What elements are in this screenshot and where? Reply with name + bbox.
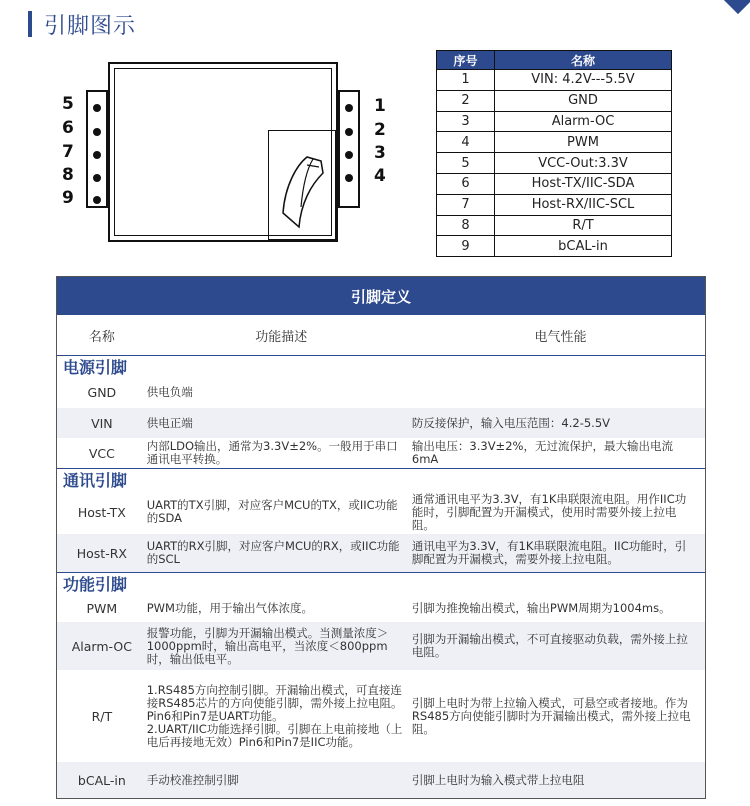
table-row: [437, 194, 672, 215]
pin-function: 内部LDO输出，通常为3.3V±2%。一般用于串口通讯电平转换。: [146, 439, 398, 466]
pin-name: Host-TX: [77, 504, 126, 520]
pin-electrical: 引脚上电时为带上拉输入模式，可悬空或者接地。作为RS485方向使能引脚时为开漏输出模式，需外接上拉电阻。: [411, 695, 691, 736]
corner-decoration: [724, 0, 750, 14]
pin-electrical: 引脚为开漏输出模式，不可直接驱动负载，需外接上拉电阻。: [411, 632, 688, 659]
pin-number-label: 2: [374, 120, 386, 140]
pin-number-label: 5: [62, 94, 74, 114]
pin-function: PWM功能，用于输出气体浓度。: [146, 600, 313, 615]
table-row: [57, 534, 705, 572]
table-row: [437, 132, 672, 153]
table-row: [57, 622, 705, 670]
pin-function: 供电正端: [146, 415, 193, 430]
pin-name-cell: GND: [495, 90, 672, 111]
pin-dot: [93, 104, 101, 112]
definition-column-headers: [57, 315, 705, 355]
sensor-window: [268, 130, 336, 240]
pin-name-cell: PWM: [495, 132, 672, 153]
section-function-pins: 功能引脚: [57, 572, 705, 594]
pin-dot: [93, 174, 101, 182]
right-pin-header: [338, 90, 360, 208]
pin-number-label: 6: [62, 118, 74, 138]
pin-num-cell: 4: [437, 132, 495, 153]
pin-name-cell: bCAL-in: [495, 236, 672, 257]
pin-name-cell: R/T: [495, 215, 672, 236]
table-row: [437, 173, 672, 194]
module-outline: [108, 62, 338, 242]
table-row: [57, 377, 705, 408]
pin-name-cell: VCC-Out:3.3V: [495, 153, 672, 174]
table-row: [57, 762, 705, 798]
table-row: [437, 90, 672, 111]
pin-dot: [345, 128, 353, 136]
page-title: 引脚图示: [44, 13, 137, 39]
table-row: [57, 408, 705, 438]
table-row: [57, 594, 705, 622]
page-heading: [28, 8, 136, 40]
pin-table-header-num: 序号: [437, 51, 495, 70]
pin-dot: [345, 104, 353, 112]
pin-electrical: 引脚上电时为输入模式带上拉电阻: [411, 772, 585, 787]
section-comm-pins: 通讯引脚: [57, 468, 705, 490]
pin-num-cell: 3: [437, 111, 495, 132]
table-row: [57, 490, 705, 534]
pin-function: UART的TX引脚，对应客户MCU的TX，或IIC功能的SDA: [146, 498, 398, 525]
pin-dot: [93, 196, 101, 204]
pin-name: PWM: [86, 600, 118, 616]
pin-definition-table: [56, 276, 706, 799]
pin-dot: [93, 151, 101, 159]
column-header-electrical: 电气性能: [534, 329, 587, 345]
pin-name: R/T: [91, 708, 113, 724]
pin-name-cell: VIN: 4.2V---5.5V: [495, 70, 672, 91]
section-power-pins: 电源引脚: [57, 355, 705, 377]
pin-name: bCAL-in: [77, 772, 126, 788]
pin-number-label: 8: [62, 165, 74, 185]
pin-electrical: 引脚为推挽输出模式，输出PWM周期为1004ms。: [411, 600, 671, 615]
pin-electrical: 通常通讯电平为3.3V，有1K串联限流电阻。用作IIC功能时，引脚配置为开漏模式，使用时需要外接上拉电阻。: [411, 491, 687, 532]
table-row: [57, 670, 705, 762]
pin-function: 手动校准控制引脚: [146, 772, 239, 787]
pin-number-label: 1: [374, 96, 386, 116]
pin-dot: [345, 151, 353, 159]
title-accent-bar: [28, 11, 32, 37]
left-pin-header: [86, 90, 108, 208]
pin-name-cell: Host-RX/IIC-SCL: [495, 194, 672, 215]
pin-electrical: 防反接保护，输入电压范围：4.2-5.5V: [411, 415, 610, 430]
table-row: [437, 111, 672, 132]
pin-num-cell: 5: [437, 153, 495, 174]
pin-electrical: 通讯电平为3.3V，有1K串联限流电阻。IIC功能时，引脚配置为开漏模式，需要外接上拉电阻。: [411, 539, 687, 566]
pin-name: VIN: [91, 415, 113, 431]
pin-name-cell: Alarm-OC: [495, 111, 672, 132]
pin-name: VCC: [88, 445, 115, 461]
pin-name: Alarm-OC: [71, 638, 132, 654]
pin-dot: [345, 174, 353, 182]
pin-function: UART的RX引脚，对应客户MCU的RX，或IIC功能的SCL: [146, 539, 400, 566]
pin-function: 1.RS485方向控制引脚。开漏输出模式，可直接连接RS485芯片的方向使能引脚，需外接上拉电阻。Pin6和Pin7是UART功能。 2.UART/IIC功能选择引脚。引脚在上电前接地（上电后再接地无效）Pin6和Pin7是IIC功能。: [146, 682, 403, 749]
sensor-lamp-icon: [277, 155, 327, 229]
pin-table-header-name: 名称: [495, 51, 672, 70]
column-header-function: 功能描述: [255, 329, 308, 345]
table-row: [437, 153, 672, 174]
pin-number-label: 7: [62, 142, 74, 162]
pin-table: [436, 50, 672, 257]
pin-num-cell: 1: [437, 70, 495, 91]
pin-table-header-row: [437, 51, 672, 70]
pin-number-label: 9: [62, 188, 74, 208]
column-header-name: 名称: [88, 329, 115, 345]
pin-name-cell: Host-TX/IIC-SDA: [495, 173, 672, 194]
pin-name: Host-RX: [76, 545, 127, 561]
pin-function: 报警功能，引脚为开漏输出模式。当测量浓度＞1000ppm时，输出高电平，当浓度＜800ppm时，输出低电平。: [146, 625, 389, 666]
pin-num-cell: 2: [437, 90, 495, 111]
pin-num-cell: 9: [437, 236, 495, 257]
pin-num-cell: 6: [437, 173, 495, 194]
table-row: [437, 236, 672, 257]
table-row: [57, 438, 705, 468]
pin-function: 供电负端: [146, 385, 193, 399]
table-row: [437, 70, 672, 91]
pin-dot: [93, 128, 101, 136]
definition-title: 引脚定义: [57, 277, 705, 315]
pin-electrical: 输出电压：3.3V±2%，无过流保护，最大输出电流6mA: [411, 439, 673, 466]
pin-number-label: 4: [374, 166, 386, 186]
table-row: [437, 215, 672, 236]
pin-num-cell: 8: [437, 215, 495, 236]
pin-num-cell: 7: [437, 194, 495, 215]
pin-name: GND: [87, 385, 117, 400]
pin-number-label: 3: [374, 143, 386, 163]
